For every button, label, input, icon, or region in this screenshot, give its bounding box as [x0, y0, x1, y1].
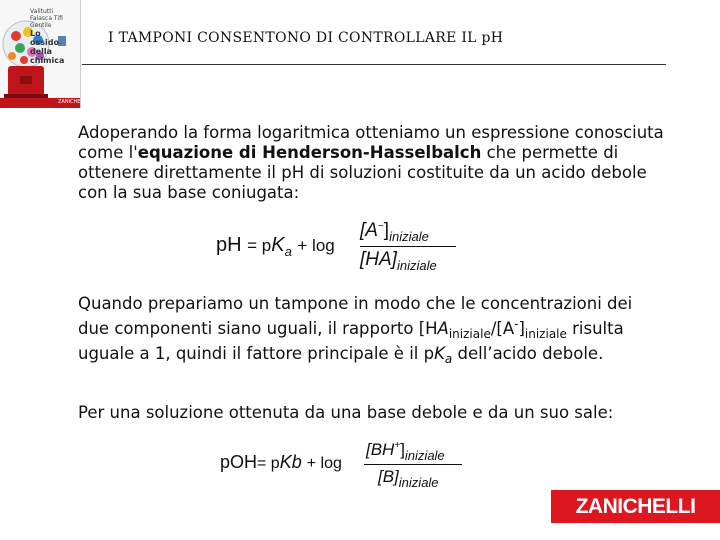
formula1-fraction-bar [360, 246, 456, 247]
title-divider [82, 64, 666, 65]
formula1-numerator: $[A^-]_{iniziale}$ [360, 220, 429, 244]
henderson-hasselbalch-formula [216, 218, 466, 278]
formula2-lhs: pOH= pKb + log [220, 452, 342, 472]
poh-formula [220, 438, 470, 494]
zanichelli-logo: ZANICHELLI [551, 490, 720, 523]
formula1-denominator: $[HA]_{iniziale}$ [360, 249, 437, 273]
henderson-hasselbalch-term: equazione di Henderson-Hasselbalch [137, 143, 482, 162]
book-cover-title: Valitutti Falasca Tifi Gentile Lo ossido della chimica [30, 8, 65, 65]
paragraph-equal-concentrations: Quando prepariamo un tampone in modo che le concentrazioni dei due componenti siano uguali, il rapporto [$HA_{iniziale}/[A^-]_{iniziale}$ risulta uguale a 1, quindi il fattore principale è il $pK_a$ dell’acido debole. [78, 294, 633, 366]
formula2-numerator: $[BH^+]_{iniziale}$ [366, 440, 445, 463]
paragraph-henderson-intro [78, 123, 668, 203]
formula1-lhs: pH = $pK_a + \log$ [216, 234, 335, 259]
para1-text-a: Adoperando la forma logaritmica otteniamo un espressione conosciuta come l' [78, 123, 664, 162]
header-panel [80, 0, 720, 108]
paragraph-weak-base: Per una soluzione ottenuta da una base debole e da un suo sale: [78, 403, 614, 422]
formula2-denominator: $[B]_{iniziale}$ [378, 467, 439, 490]
book-cover-publisher: ZANICHELLI [58, 99, 88, 105]
formula2-fraction-bar [364, 464, 462, 465]
slide-title: I TAMPONI CONSENTONO DI CONTROLLARE IL pH [108, 30, 504, 46]
para1-text-b: che permette di ottenere direttamente il pH di soluzioni costituite da un acido debole con la sua base coniugata: [78, 143, 647, 202]
book-cover-image [0, 0, 88, 108]
